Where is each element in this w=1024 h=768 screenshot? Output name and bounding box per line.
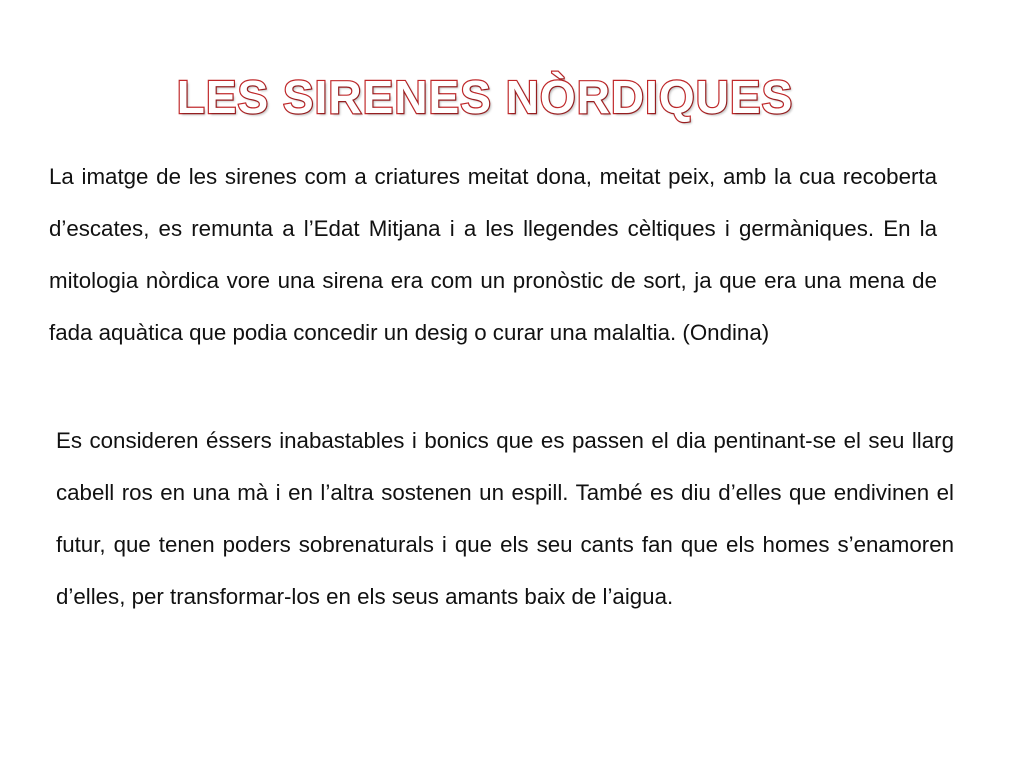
slide-title: LES SIRENES NÒRDIQUES xyxy=(176,71,794,123)
paragraph-description: Es consideren éssers inabastables i bonics que es passen el dia pentinant-se el seu llarg cabell ros en una mà i en l’altra sostenen un espill. També es diu d’elles que endivinen el futur, que tenen poders sobrenaturals i que els seu cants fan que els homes s’enamoren d’elles, per transformar-los en els seus amants baix de l’aigua. xyxy=(56,428,954,609)
paragraph-intro: La imatge de les sirenes com a criatures meitat dona, meitat peix, amb la cua recoberta d’escates, es remunta a l’Edat Mitjana i a les llegendes cèltiques i germàniques. En la mitologia nòrdica vore una sirena era com un pronòstic de sort, ja que era una mena de fada aquàtica que podia concedir un desig o curar una malaltia. (Ondina) xyxy=(49,164,937,345)
